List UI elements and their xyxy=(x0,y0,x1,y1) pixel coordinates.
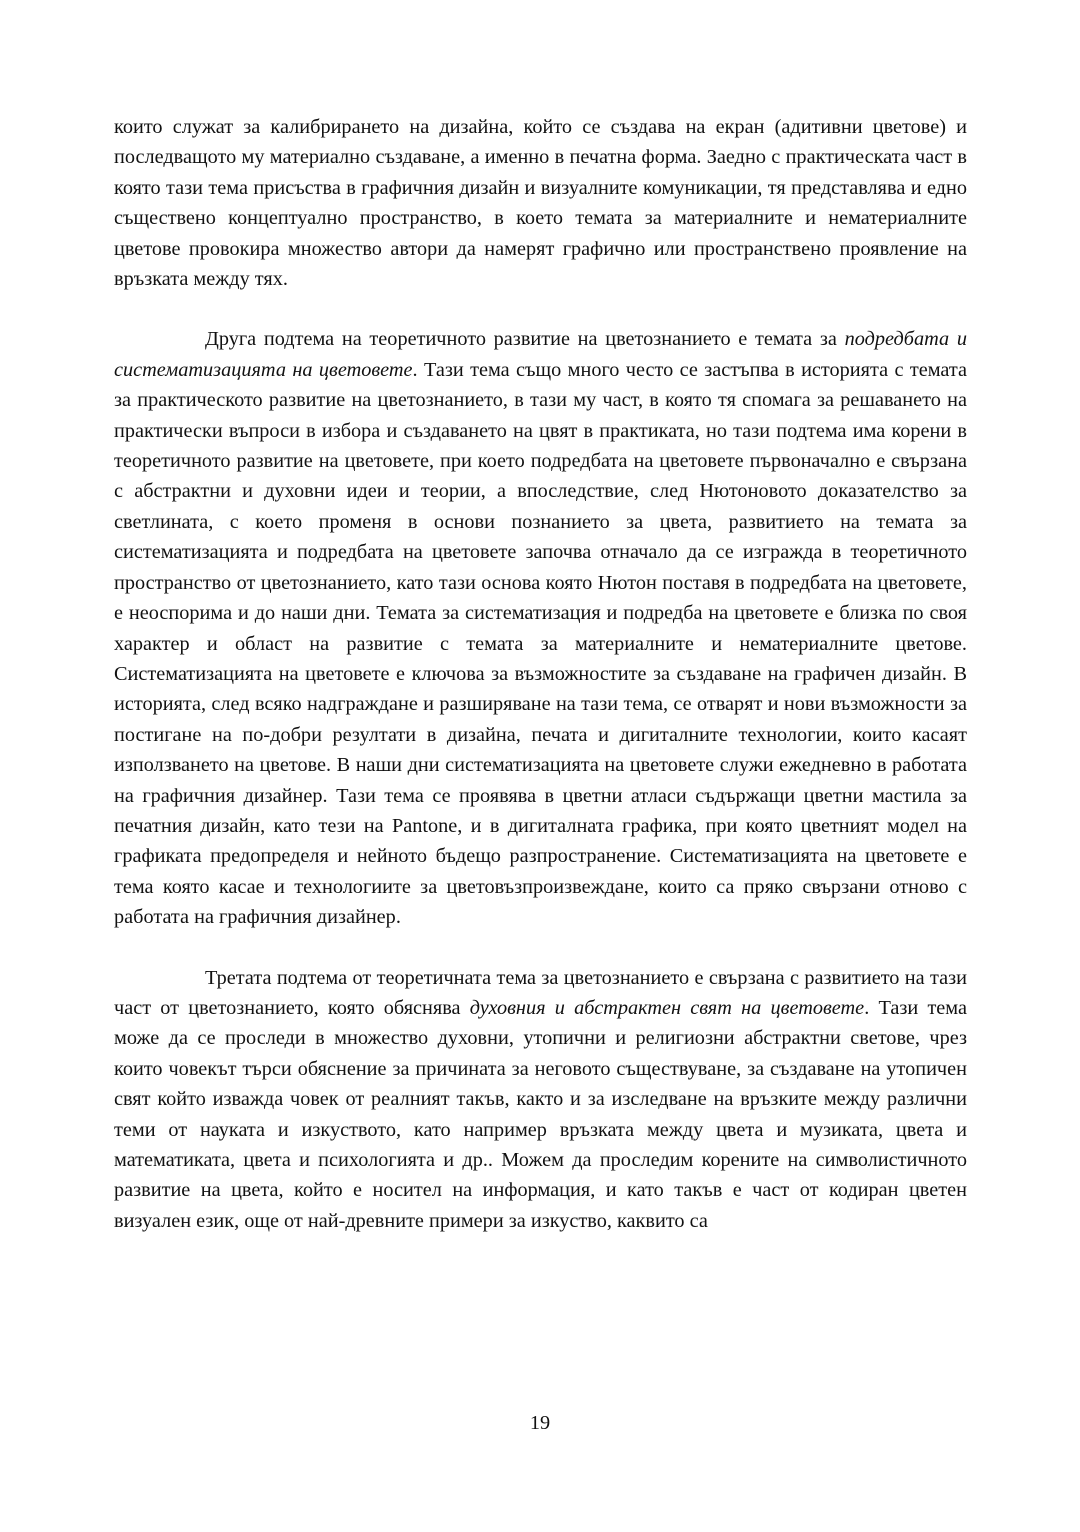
paragraph-text: които служат за калибрирането на дизайна, който се създава на екран (адитивни цветове) и последващото му материално създаване, а именно в печатна форма. Заедно с практическата част в която тази тема присъства в графичния дизайн и визуалните комуникации, тя представлява и едно съществено концептуално пространство, в което темата за материалните и нематериалните цветове провокира множество автори да намерят графично или пространствено проявление на връзката между тях. xyxy=(114,116,967,291)
document-page xyxy=(114,112,967,1236)
page-number: 19 xyxy=(529,1412,551,1434)
paragraph-text: Третата подтема от теоретичната тема за цветознанието е свързана с развитието на тази част от цветознанието, която обяснява xyxy=(114,966,967,1019)
paragraph-color-systematization xyxy=(114,324,967,932)
paragraph-continuation xyxy=(114,112,967,294)
paragraph-text: . Тази тема също много често се застъпва в историята с темата за практическото развитие на цветознанието, в тази му част, в която тя спомага за решаването на практически въпроси в избора и създаването на цвят в практиката, но тази подтема има корени в теоретичното развитие на цветовете, при което подредбата на цветовете първоначално е свързана с абстрактни и духовни идеи и теории, а впоследствие, след Нютоновото доказателство за светлината, с което променя в основи познанието за цвета, развитието на темата за систематизацията и подредбата на цветовете започва отначало да се изгражда в теоретичното пространство от цветознанието, като тази основа която Нютон поставя в подредбата на цветовете, е неоспорима и до наши дни. Темата за систематизация и подредба на цветовете е близка по своя характер и област на развитие с темата за материалните и нематериалните цветове. Систематизацията на цветовете е ключова за възможностите за създаване на графичен дизайн. В историята, след всяко надграждане и разширяване на тази тема, се отварят и нови възможности за постигане на по-добри резултати в дизайна, печата и дигиталните технологии, които касаят използването на цветове. В наши дни систематизацията на цветовете служи ежедневно в работата на графичния дизайнер. Тази тема се проявява в цветни атласи съдържащи цветни мастила за печатния дизайн, като тези на Pantone, и в дигиталната графика, при която цветният модел на графиката предопределя и нейното бъдещо разпространение. Систематизацията на цветовете е тема която касае и технологиите за цветовъзпроизвеждане, които са пряко свързани отново с работата на графичния дизайнер. xyxy=(114,358,967,929)
paragraph-text: Друга подтема на теоретичното развитие на цветознанието е темата за xyxy=(205,328,845,351)
paragraph-spiritual-color-world xyxy=(114,963,967,1237)
italic-term: подредбата и систематизацията на цветовете xyxy=(114,328,967,381)
paragraph-text: . Тази тема може да се проследи в множество духовни, утопични и религиозни абстрактни светове, чрез които човекът търси обяснение за причината за неговото съществуване, за създаване на утопичен свят който изважда човек от реалният такъв, както и за изследване на връзките между различни теми от науката и изкуството, като например връзката между цвета и музиката, цвета и математиката, цвета и психологията и др.. Можем да проследим корените на символистичното развитие на цвета, който е носител на информация, и като такъв е част от кодиран цветен визуален език, още от най-древните примери за изкуство, каквито са xyxy=(114,996,968,1232)
italic-term: духовния и абстрактен свят на цветовете xyxy=(469,996,865,1019)
